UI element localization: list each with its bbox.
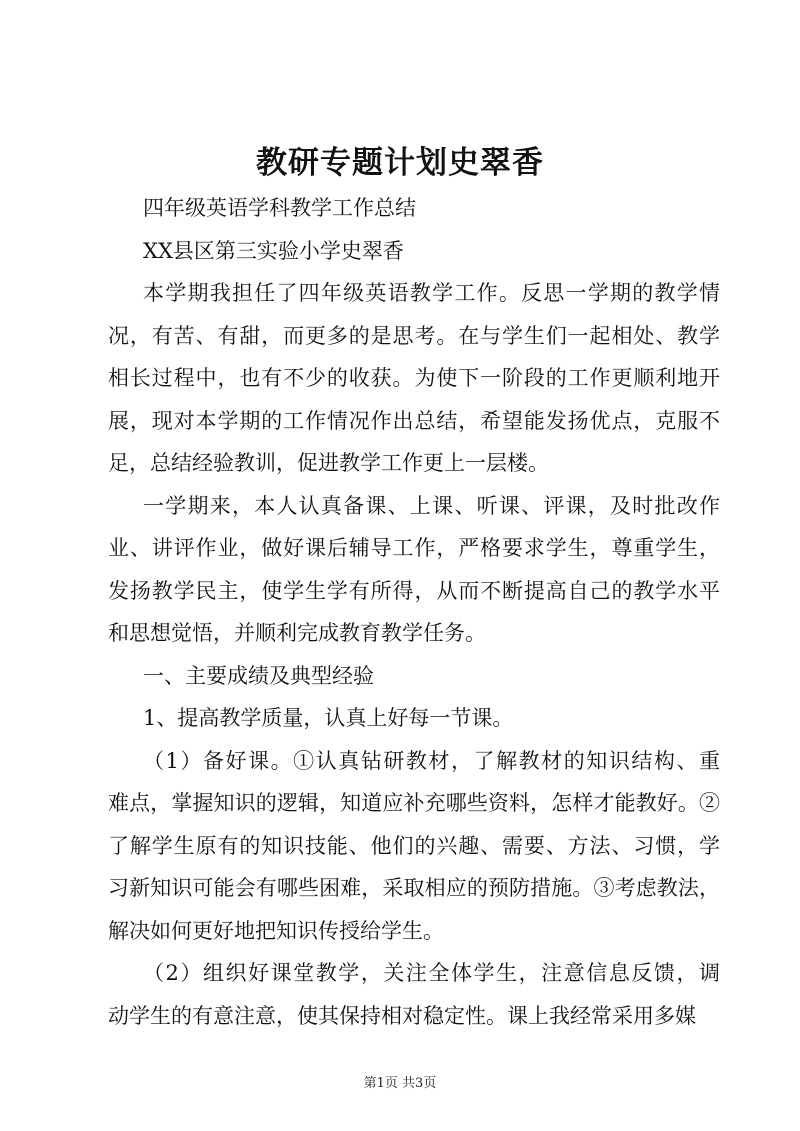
text-line: （2）组织好课堂教学，关注全体学生，注意信息反馈，调 bbox=[143, 961, 720, 985]
text-line: 一学期来，本人认真备课、上课、听课、评课，及时批改作 bbox=[143, 493, 720, 518]
document-title: 教研专题计划史翠香 bbox=[256, 145, 544, 181]
paragraph bbox=[108, 485, 720, 655]
page-footer: 第1页 共3页 bbox=[363, 1076, 437, 1091]
text-line: 和思想觉悟，并顺利完成教育教学任务。 bbox=[108, 621, 486, 645]
paragraph bbox=[108, 187, 720, 230]
text-line: 足，总结经验教训，促进教学工作更上一层楼。 bbox=[108, 451, 549, 475]
paragraph bbox=[108, 952, 720, 1037]
text-line: 解决如何更好地把知识传授给学生。 bbox=[108, 918, 444, 943]
paragraph bbox=[108, 655, 720, 698]
document-body bbox=[108, 187, 720, 1037]
text-line: 四年级英语学科教学工作总结 bbox=[143, 196, 416, 220]
text-line: 一、主要成绩及典型经验 bbox=[143, 663, 374, 688]
text-line: 发扬教学民主，使学生学有所得，从而不断提高自己的教学水平 bbox=[108, 578, 720, 603]
text-line: XX县区第三实验小学史翠香 bbox=[143, 238, 404, 263]
text-line: 了解学生原有的知识技能、他们的兴趣、需要、方法、习惯，学 bbox=[108, 833, 720, 858]
text-line: 展，现对本学期的工作情况作出总结，希望能发扬优点，克服不 bbox=[108, 408, 720, 433]
paragraph bbox=[108, 740, 720, 953]
text-line: 习新知识可能会有哪些困难，采取相应的预防措施。③考虑教法， bbox=[108, 876, 720, 900]
paragraph bbox=[108, 697, 720, 740]
text-line: 1、提高教学质量，认真上好每一节课。 bbox=[143, 706, 514, 730]
paragraph bbox=[108, 272, 720, 485]
text-line: （1）备好课。①认真钻研教材，了解教材的知识结构、重 bbox=[143, 748, 720, 773]
paragraph bbox=[108, 230, 720, 273]
text-line: 难点，掌握知识的逻辑，知道应补充哪些资料，怎样才能教好。② bbox=[108, 791, 720, 815]
text-line: 相长过程中，也有不少的收获。为使下一阶段的工作更顺利地开 bbox=[108, 366, 720, 390]
text-line: 况，有苦、有甜，而更多的是思考。在与学生们一起相处、教学 bbox=[108, 323, 720, 348]
text-line: 动学生的有意注意，使其保持相对稳定性。课上我经常采用多媒 bbox=[108, 1003, 696, 1028]
text-line: 业、讲评作业，做好课后辅导工作，严格要求学生，尊重学生， bbox=[108, 536, 720, 560]
text-line: 本学期我担任了四年级英语教学工作。反思一学期的教学情 bbox=[143, 281, 720, 305]
